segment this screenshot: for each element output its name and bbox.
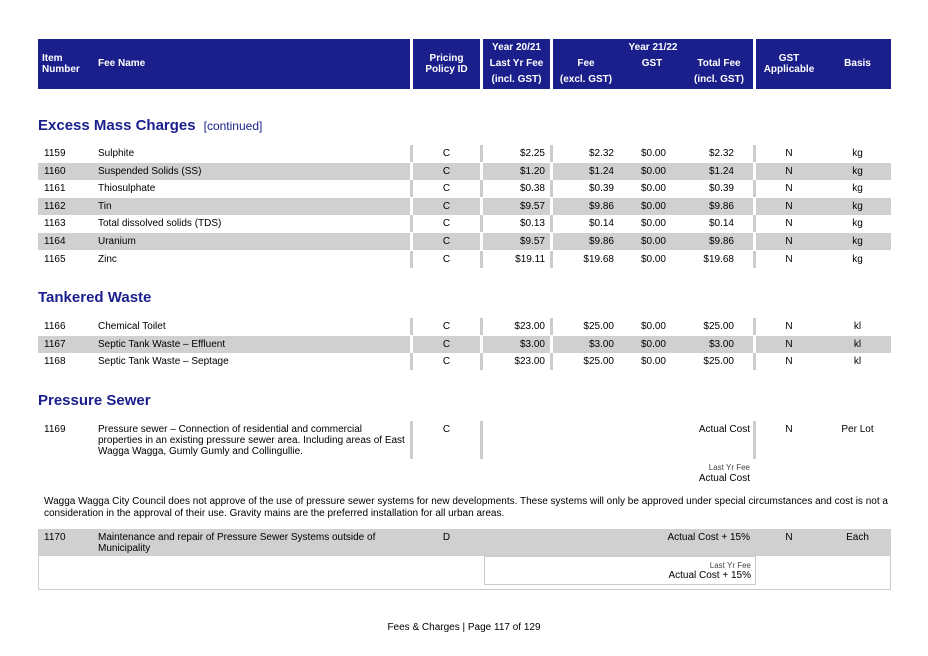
header-total-fee-2: (incl. GST) (694, 74, 744, 85)
cell-name: Sulphite (98, 148, 135, 159)
cell-policy: C (442, 183, 451, 195)
header-pricing-cell (413, 39, 480, 89)
header-fee-2: (excl. GST) (559, 74, 613, 85)
cell-gst: $0.00 (640, 148, 666, 159)
cell-policy: C (442, 356, 451, 368)
table-row (38, 198, 891, 215)
cell-gst: $0.00 (640, 356, 666, 368)
cell-policy: C (442, 253, 451, 265)
header-last-yr-fee-2: (incl. GST) (491, 74, 542, 85)
table-row (38, 180, 891, 197)
cell-item: 1159 (44, 148, 66, 159)
row-gst-app: N (785, 532, 793, 543)
header-gst-app-cell (756, 39, 891, 89)
cell-gst-app: N (785, 183, 793, 195)
cell-last: $3.00 (519, 338, 545, 350)
table-row-1170 (38, 529, 891, 555)
cell-item: 1165 (44, 253, 66, 265)
cell-last: $0.38 (519, 183, 545, 195)
row-1170-detail-box (38, 555, 891, 590)
cell-gst: $0.00 (640, 338, 666, 350)
cell-basis: kg (852, 200, 863, 212)
cell-gst: $0.00 (640, 236, 666, 247)
cell-total: $9.86 (708, 236, 734, 247)
cell-gst-app: N (785, 236, 793, 247)
cell-basis: kg (852, 236, 863, 247)
table-row (38, 145, 891, 162)
table-row (38, 318, 891, 335)
cell-last: $9.57 (519, 236, 545, 247)
cell-policy: C (442, 338, 451, 350)
row-name-line3: Wagga Wagga, Gumly Gumly and Collingullie. (98, 446, 303, 457)
header-gst: GST (641, 58, 663, 69)
section-title-excess-text: Excess Mass Charges (38, 117, 196, 134)
header-fee-1: Fee (577, 58, 595, 69)
row-basis: Per Lot (841, 424, 874, 435)
row-total: Actual Cost + 15% (667, 532, 750, 543)
row-policy: D (442, 532, 451, 543)
cell-fee: $9.86 (588, 200, 614, 212)
cell-item: 1163 (44, 218, 66, 230)
table-row (38, 336, 891, 353)
row-basis: Each (846, 532, 869, 543)
section-title-continued: [continued] (203, 119, 263, 133)
row-name-line1: Maintenance and repair of Pressure Sewer Systems outside of (98, 532, 376, 543)
cell-gst-app: N (785, 253, 793, 265)
table-row (38, 215, 891, 232)
cell-name: Thiosulphate (98, 183, 156, 195)
cell-policy: C (442, 218, 451, 230)
cell-last: $9.57 (519, 200, 545, 212)
row-item: 1169 (44, 424, 66, 435)
cell-gst-app: N (785, 165, 793, 177)
cell-gst-app: N (785, 321, 793, 332)
table-row-1169 (38, 421, 891, 459)
cell-gst-app: N (785, 148, 793, 159)
last-yr-fee-box (484, 556, 756, 585)
cell-basis: kl (853, 321, 862, 332)
header-year-curr-cell (553, 39, 753, 89)
cell-basis: kg (852, 183, 863, 195)
row-name-line1: Pressure sewer – Connection of residential and commercial (98, 424, 363, 435)
table-row (38, 233, 891, 250)
section-title-tankered: Tankered Waste (38, 289, 152, 306)
cell-fee: $25.00 (583, 356, 614, 368)
cell-last: $19.11 (515, 253, 545, 265)
cell-last: $0.13 (519, 218, 545, 230)
cell-last: $1.20 (519, 165, 545, 177)
cell-fee: $0.14 (588, 218, 614, 230)
header-gst-app-2: Applicable (763, 64, 815, 75)
section-title-excess (38, 117, 262, 134)
cell-gst-app: N (785, 338, 793, 350)
cell-last: $23.00 (514, 356, 545, 368)
header-total-fee-1: Total Fee (697, 58, 741, 69)
cell-name: Suspended Solids (SS) (98, 165, 202, 177)
cell-total: $1.24 (708, 165, 734, 177)
header-year-prev-cell (483, 39, 550, 89)
cell-basis: kg (852, 253, 863, 265)
cell-basis: kl (853, 338, 862, 350)
cell-name: Septic Tank Waste – Septage (98, 356, 229, 368)
last-yr-fee-label: Last Yr Fee (709, 561, 751, 570)
header-pricing-1: Pricing (429, 53, 464, 64)
cell-name: Tin (98, 200, 112, 212)
cell-item: 1168 (44, 356, 66, 368)
cell-total: $3.00 (708, 338, 734, 350)
cell-fee: $9.86 (588, 236, 614, 247)
last-yr-fee-value: Actual Cost (698, 473, 750, 484)
cell-fee: $2.32 (588, 148, 614, 159)
header-item-number-1: Item (42, 53, 63, 64)
cell-gst: $0.00 (640, 165, 666, 177)
last-yr-fee-value: Actual Cost + 15% (668, 570, 751, 581)
header-year-curr: Year 21/22 (628, 42, 678, 53)
header-gst-app-1: GST (778, 53, 800, 64)
cell-item: 1164 (44, 236, 66, 247)
row-item: 1170 (44, 532, 66, 543)
row-gst-app: N (785, 424, 793, 435)
header-year-prev: Year 20/21 (492, 42, 541, 53)
cell-gst: $0.00 (640, 183, 666, 195)
cell-total: $0.39 (708, 183, 734, 195)
cell-name: Uranium (98, 236, 136, 247)
cell-item: 1160 (44, 165, 66, 177)
cell-total: $9.86 (708, 200, 734, 212)
cell-total: $25.00 (703, 321, 734, 332)
cell-last: $2.25 (519, 148, 545, 159)
cell-last: $23.00 (514, 321, 545, 332)
cell-fee: $3.00 (588, 338, 614, 350)
cell-basis: kg (852, 165, 863, 177)
table-row (38, 251, 891, 268)
table-row (38, 353, 891, 370)
row-name-line2: properties in an existing pressure sewer area. Including areas of East (98, 435, 405, 446)
cell-basis: kl (853, 356, 862, 368)
header-fee-name: Fee Name (98, 58, 146, 69)
row-name-line2: Municipality (98, 543, 151, 554)
cell-item: 1166 (44, 321, 66, 332)
cell-policy: C (442, 148, 451, 159)
cell-fee: $1.24 (588, 165, 614, 177)
page-footer: Fees & Charges | Page 117 of 129 (387, 622, 541, 633)
cell-gst: $0.00 (640, 321, 666, 332)
cell-name: Zinc (98, 253, 117, 265)
cell-policy: C (442, 165, 451, 177)
cell-name: Chemical Toilet (98, 321, 166, 332)
cell-total: $19.68 (703, 253, 734, 265)
header-item-number-2: Number (42, 64, 80, 75)
cell-item: 1161 (44, 183, 66, 195)
header-last-yr-fee-1: Last Yr Fee (489, 58, 544, 69)
cell-policy: C (442, 236, 451, 247)
row-total: Actual Cost (698, 424, 750, 435)
cell-basis: kg (852, 148, 863, 159)
header-basis: Basis (844, 58, 871, 69)
cell-gst: $0.00 (640, 253, 666, 265)
cell-total: $0.14 (708, 218, 734, 230)
cell-fee: $25.00 (583, 321, 614, 332)
cell-gst: $0.00 (640, 218, 666, 230)
cell-policy: C (442, 321, 451, 332)
table-header (38, 39, 410, 89)
cell-fee: $19.68 (583, 253, 614, 265)
header-pricing-2: Policy ID (425, 64, 468, 75)
section-title-pressure: Pressure Sewer (38, 392, 151, 409)
cell-basis: kg (852, 218, 863, 230)
cell-fee: $0.39 (588, 183, 614, 195)
cell-total: $2.32 (708, 148, 734, 159)
cell-gst-app: N (785, 218, 793, 230)
row-policy: C (442, 424, 451, 435)
cell-item: 1162 (44, 200, 66, 212)
cell-gst-app: N (785, 356, 793, 368)
table-row (38, 163, 891, 180)
last-yr-fee-label: Last Yr Fee (708, 463, 750, 472)
cell-gst-app: N (785, 200, 793, 212)
cell-total: $25.00 (703, 356, 734, 368)
cell-item: 1167 (44, 338, 66, 350)
cell-gst: $0.00 (640, 200, 666, 212)
pressure-sewer-note: Wagga Wagga City Council does not approve of the use of pressure sewer systems for new developments. These systems will only be approved under special circumstances and cost is not a consideration in the approval of their use. Gravity mains are the preferred installation for all urban areas. (44, 496, 888, 519)
cell-policy: C (442, 200, 451, 212)
cell-name: Septic Tank Waste – Effluent (98, 338, 226, 350)
cell-name: Total dissolved solids (TDS) (98, 218, 222, 230)
